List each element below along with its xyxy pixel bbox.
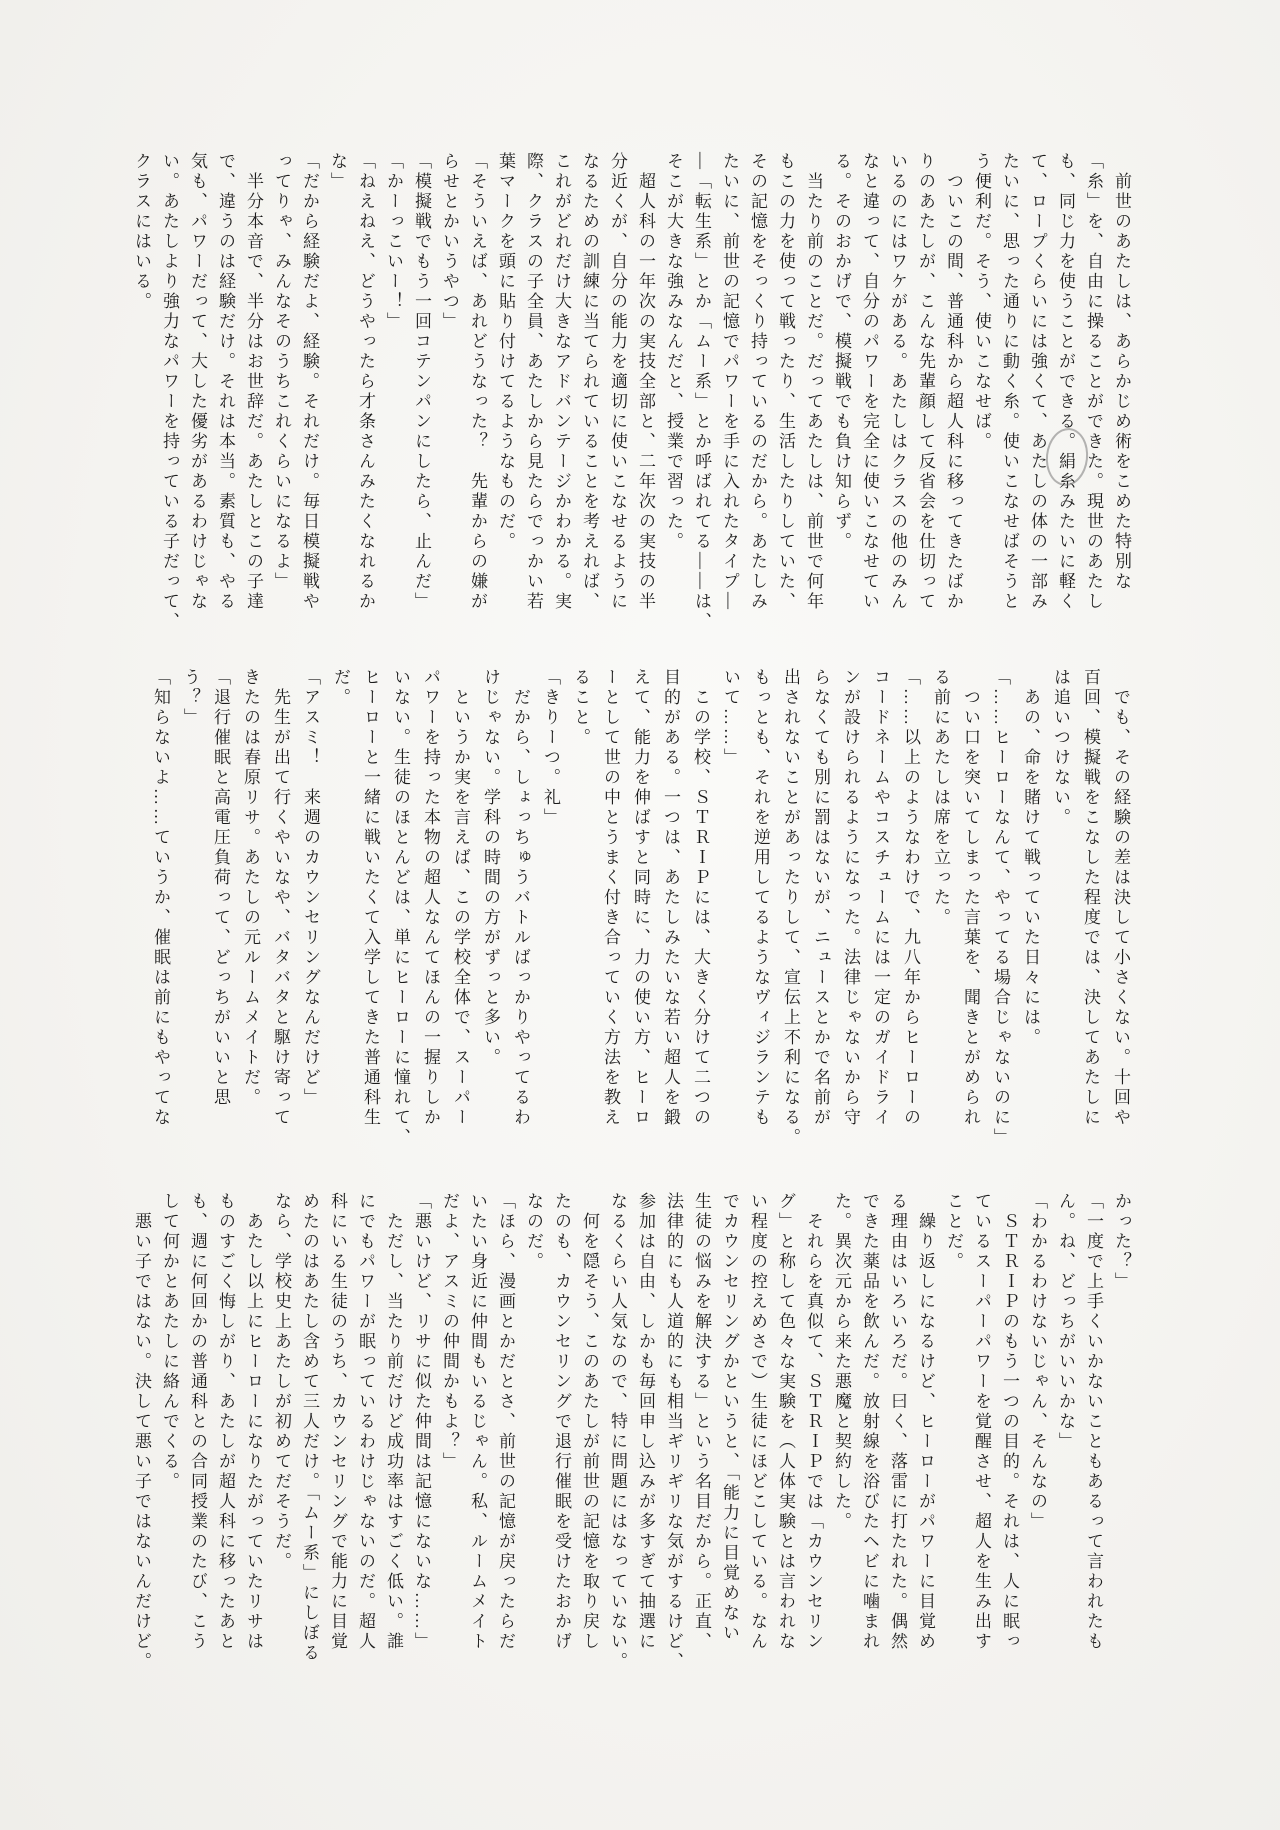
- text-column: ヒーローと一緒に戦いたくて入学してきた普通科生: [361, 668, 380, 1128]
- text-column: らなくても別に罰はないが、ニュースとかで名前が: [811, 668, 830, 1128]
- text-column: そこが大きな強みなんだと、授業で習った。: [664, 152, 683, 552]
- text-column: 「だから経験だよ、経験。それだけ。毎日模擬戦や: [300, 152, 319, 612]
- text-column: 「そういえば、あれどうなった？ 先輩からの嫌が: [468, 152, 487, 612]
- text-column: ーとして世の中とうまく付き合っていく方法を教え: [601, 668, 620, 1128]
- text-column: 「わかるわけないじゃん、そんなの」: [1028, 1192, 1047, 1532]
- text-column: 法律的にも人道的にも相当ギリギリな気がするけど、: [664, 1192, 683, 1672]
- text-column: あたし以上にヒーローになりたがっていたリサは: [244, 1192, 263, 1652]
- text-column: その記憶をそっくり持っているのだから。あたしみ: [748, 152, 767, 612]
- text-column: だよ、アスミの仲間かもよ？」: [440, 1192, 459, 1472]
- text-column: 葉マークを頭に貼り付けてるようなものだ。: [496, 152, 515, 552]
- text-column: りのあたしが、こんな先輩顔して反省会を仕切って: [916, 152, 935, 612]
- text-column: 「知らないよ……ていうか、催眠は前にもやってな: [151, 668, 170, 1128]
- text-column: きたのは春原リサ。あたしの元ルームメイトだ。: [241, 668, 260, 1108]
- text-column: 「かーっこいー！」: [384, 152, 403, 332]
- text-column: もこの力を使って戦ったり、生活したりしていた、: [776, 152, 795, 612]
- text-column: いたい身近に仲間もいるじゃん。私、ルームメイト: [468, 1192, 487, 1652]
- text-column: めたのはあたし含めて三人だけ。「ムー系」にしぼる: [300, 1192, 319, 1664]
- text-column: クラスにはいる。: [132, 152, 151, 312]
- text-column: 繰り返しになるけど、ヒーローがパワーに目覚め: [916, 1192, 935, 1652]
- text-column: 「ほら、漫画とかだとさ、前世の記憶が戻ったらだ: [496, 1192, 515, 1652]
- text-column: なるための訓練に当てられていることを考えれば、: [580, 152, 599, 612]
- text-column: らせとかいうやつ」: [440, 152, 459, 332]
- text-column: というか実を言えば、この学校全体で、スーパー: [451, 668, 470, 1128]
- text-column: 「……ヒーローなんて、やってる場合じゃないのに」: [991, 668, 1010, 1148]
- text-column: あの、命を賭けて戦っていた日々には。: [1021, 668, 1040, 1048]
- text-column: 「退行催眠と高電圧負荷って、どっちがいいと思: [211, 668, 230, 1108]
- text-column: ―「転生系」とか「ムー系」とか呼ばれてる――は、: [692, 152, 711, 632]
- text-column: で、違うのは経験だけ。それは本当。素質も、やる: [216, 152, 235, 612]
- text-column: パワーを持った本物の超人なんてほんの一握りしか: [421, 668, 440, 1128]
- text-column: いない。生徒のほとんどは、単にヒーローに憧れて、: [391, 668, 410, 1148]
- text-column: 「ねえねえ、どうやったら才条さんみたくなれるか: [356, 152, 375, 612]
- text-column: ること。: [571, 668, 590, 748]
- text-block-bottom: [127, 1192, 1135, 1674]
- text-column: う便利だ。そう、使いこなせば。: [972, 152, 991, 452]
- text-column: にでもパワーが眠っているわけじゃないのだ。超人: [356, 1192, 375, 1652]
- text-block-middle: [145, 668, 1135, 1146]
- text-column: 先生が出て行くやいなや、バタバタと駆け寄って: [271, 668, 290, 1128]
- text-column: 前世のあたしは、あらかじめ術をこめた特別な: [1112, 152, 1131, 592]
- text-column: 生徒の悩みを解決する」という名目だから。正直、: [692, 1192, 711, 1652]
- text-column: いて……」: [721, 668, 740, 768]
- text-column: る理由はいろいろだ。曰く、落雷に打たれた。偶然: [888, 1192, 907, 1652]
- text-column: ってりゃ、みんなそのうちこれくらいになるよ」: [272, 152, 291, 592]
- text-column: は追いつけない。: [1051, 668, 1070, 828]
- text-column: ＳＴＲＩＰのもう一つの目的。それは、人に眠っ: [1000, 1192, 1019, 1652]
- text-column: る前にあたしは席を立った。: [931, 668, 950, 928]
- text-column: でも、その経験の差は決して小さくない。十回や: [1111, 668, 1130, 1128]
- text-column: 半分本音で、半分はお世辞だ。あたしとこの子達: [244, 152, 263, 612]
- text-column: 超人科の一年次の実技全部と、二年次の実技の半: [636, 152, 655, 612]
- text-column: 何を隠そう、このあたしが前世の記憶を取り戻し: [580, 1192, 599, 1652]
- text-column: 際、クラスの子全員、あたしから見たらでっかい若: [524, 152, 543, 612]
- text-column: えて、能力を伸ばすと同時に、力の使い方、ヒーロ: [631, 668, 650, 1128]
- text-column: たのも、カウンセリングで退行催眠を受けたおかげ: [552, 1192, 571, 1652]
- text-column: て、ロープくらいには強くて、あたしの体の一部み: [1028, 152, 1047, 612]
- text-column: い程度の控えめさで）生徒にほどこしている。なん: [748, 1192, 767, 1652]
- text-column: なるくらい人気なので、特に問題にはなっていない。: [608, 1192, 627, 1672]
- text-column: この学校、ＳＴＲＩＰには、大きく分けて二つの: [691, 668, 710, 1128]
- text-column: ンが設けられるようになった。法律じゃないから守: [841, 668, 860, 1128]
- text-column: できた薬品を飲んだ。放射線を浴びたヘビに噛まれ: [860, 1192, 879, 1652]
- text-column: 目的がある。一つは、あたしみたいな若い超人を鍛: [661, 668, 680, 1128]
- text-column: だから、しょっちゅうバトルばっかりやってるわ: [511, 668, 530, 1128]
- text-column: コードネームやコスチュームには一定のガイドライ: [871, 668, 890, 1128]
- text-column: 出されないことがあったりして、宣伝上不利になる。: [781, 668, 800, 1148]
- text-column: 百回、模擬戦をこなした程度では、決してあたしに: [1081, 668, 1100, 1128]
- text-column: 悪い子ではない。決して悪い子ではないんだけど。: [132, 1192, 151, 1672]
- text-column: 「アスミ！ 来週のカウンセリングなんだけど」: [301, 668, 320, 1108]
- text-column: な」: [328, 152, 347, 192]
- text-column: もっとも、それを逆用してるようなヴィジランテも: [751, 668, 770, 1128]
- text-column: いるのにはワケがある。あたしはクラスの他のみん: [888, 152, 907, 612]
- text-column: 「……以上のようなわけで、九八年からヒーローの: [901, 668, 920, 1128]
- text-column: 当たり前のことだ。だってあたしは、前世で何年: [804, 152, 823, 612]
- text-column: 参加は自由、しかも毎回申し込みが多すぎて抽選に: [636, 1192, 655, 1652]
- text-column: た。異次元から来た悪魔と契約した。: [832, 1192, 851, 1532]
- text-column: なのだ。: [524, 1192, 543, 1272]
- text-column: 「悪いけど、リサに似た仲間は記憶にないな……」: [412, 1192, 431, 1652]
- text-column: 分近くが、自分の能力を適切に使いこなせるように: [608, 152, 627, 612]
- text-column: だ。: [331, 668, 350, 708]
- text-column: たいに、思った通りに動く糸。使いこなせばそうと: [1000, 152, 1019, 612]
- text-block-top: [127, 152, 1135, 630]
- text-column: 「一度で上手くいかないこともあるって言われたも: [1084, 1192, 1103, 1652]
- text-column: も、週に何回かの普通科との合同授業のたび、こう: [188, 1192, 207, 1652]
- text-column: ん。ね、どっちがいいかな」: [1056, 1192, 1075, 1452]
- text-column: つい口を突いてしまった言葉を、聞きとがめられ: [961, 668, 980, 1128]
- text-column: い。あたしより強力なパワーを持っている子だって、: [160, 152, 179, 632]
- text-column: たいに、前世の記憶でパワーを手に入れたタイプ―: [720, 152, 739, 612]
- text-column: う？」: [181, 668, 200, 728]
- text-column: けじゃない。学科の時間の方がずっと多い。: [481, 668, 500, 1068]
- text-column: る。そのおかげで、模擬戦でも負け知らず。: [832, 152, 851, 552]
- text-column: 「きりーつ。礼」: [541, 668, 560, 828]
- text-column: 気も、パワーだって、大した優劣があるわけじゃな: [188, 152, 207, 612]
- text-column: ついこの間、普通科から超人科に移ってきたばか: [944, 152, 963, 612]
- text-column: 「模擬戦でもう一回コテンパンにしたら、止んだ」: [412, 152, 431, 612]
- text-column: グ」と称して色々な実験を（人体実験とは言われな: [776, 1192, 795, 1652]
- text-column: も、同じ力を使うことができる。絹糸みたいに軽く: [1056, 152, 1075, 612]
- text-column: ただし、当たり前だけど成功率はすごく低い。誰: [384, 1192, 403, 1652]
- text-column: かった？」: [1112, 1192, 1131, 1292]
- text-column: これがどれだけ大きなアドバンテージかわかる。実: [552, 152, 571, 612]
- text-column: ているスーパーパワーを覚醒させ、超人を生み出す: [972, 1192, 991, 1652]
- text-column: して何かとあたしに絡んでくる。: [160, 1192, 179, 1492]
- text-column: なと違って、自分のパワーを完全に使いこなせてい: [860, 152, 879, 612]
- text-column: ものすごく悔しがり、あたしが超人科に移ったあと: [216, 1192, 235, 1652]
- text-column: ことだ。: [944, 1192, 963, 1272]
- text-column: でカウンセリングかというと、「能力に目覚めない: [720, 1192, 739, 1644]
- text-column: 科にいる生徒のうち、カウンセリングで能力に目覚: [328, 1192, 347, 1652]
- text-column: それらを真似て、ＳＴＲＩＰでは「カウンセリン: [804, 1192, 823, 1652]
- text-column: なら、学校史上あたしが初めてだそうだ。: [272, 1192, 291, 1572]
- text-column: 「糸」を、自由に操ることができた。現世のあたし: [1084, 152, 1103, 612]
